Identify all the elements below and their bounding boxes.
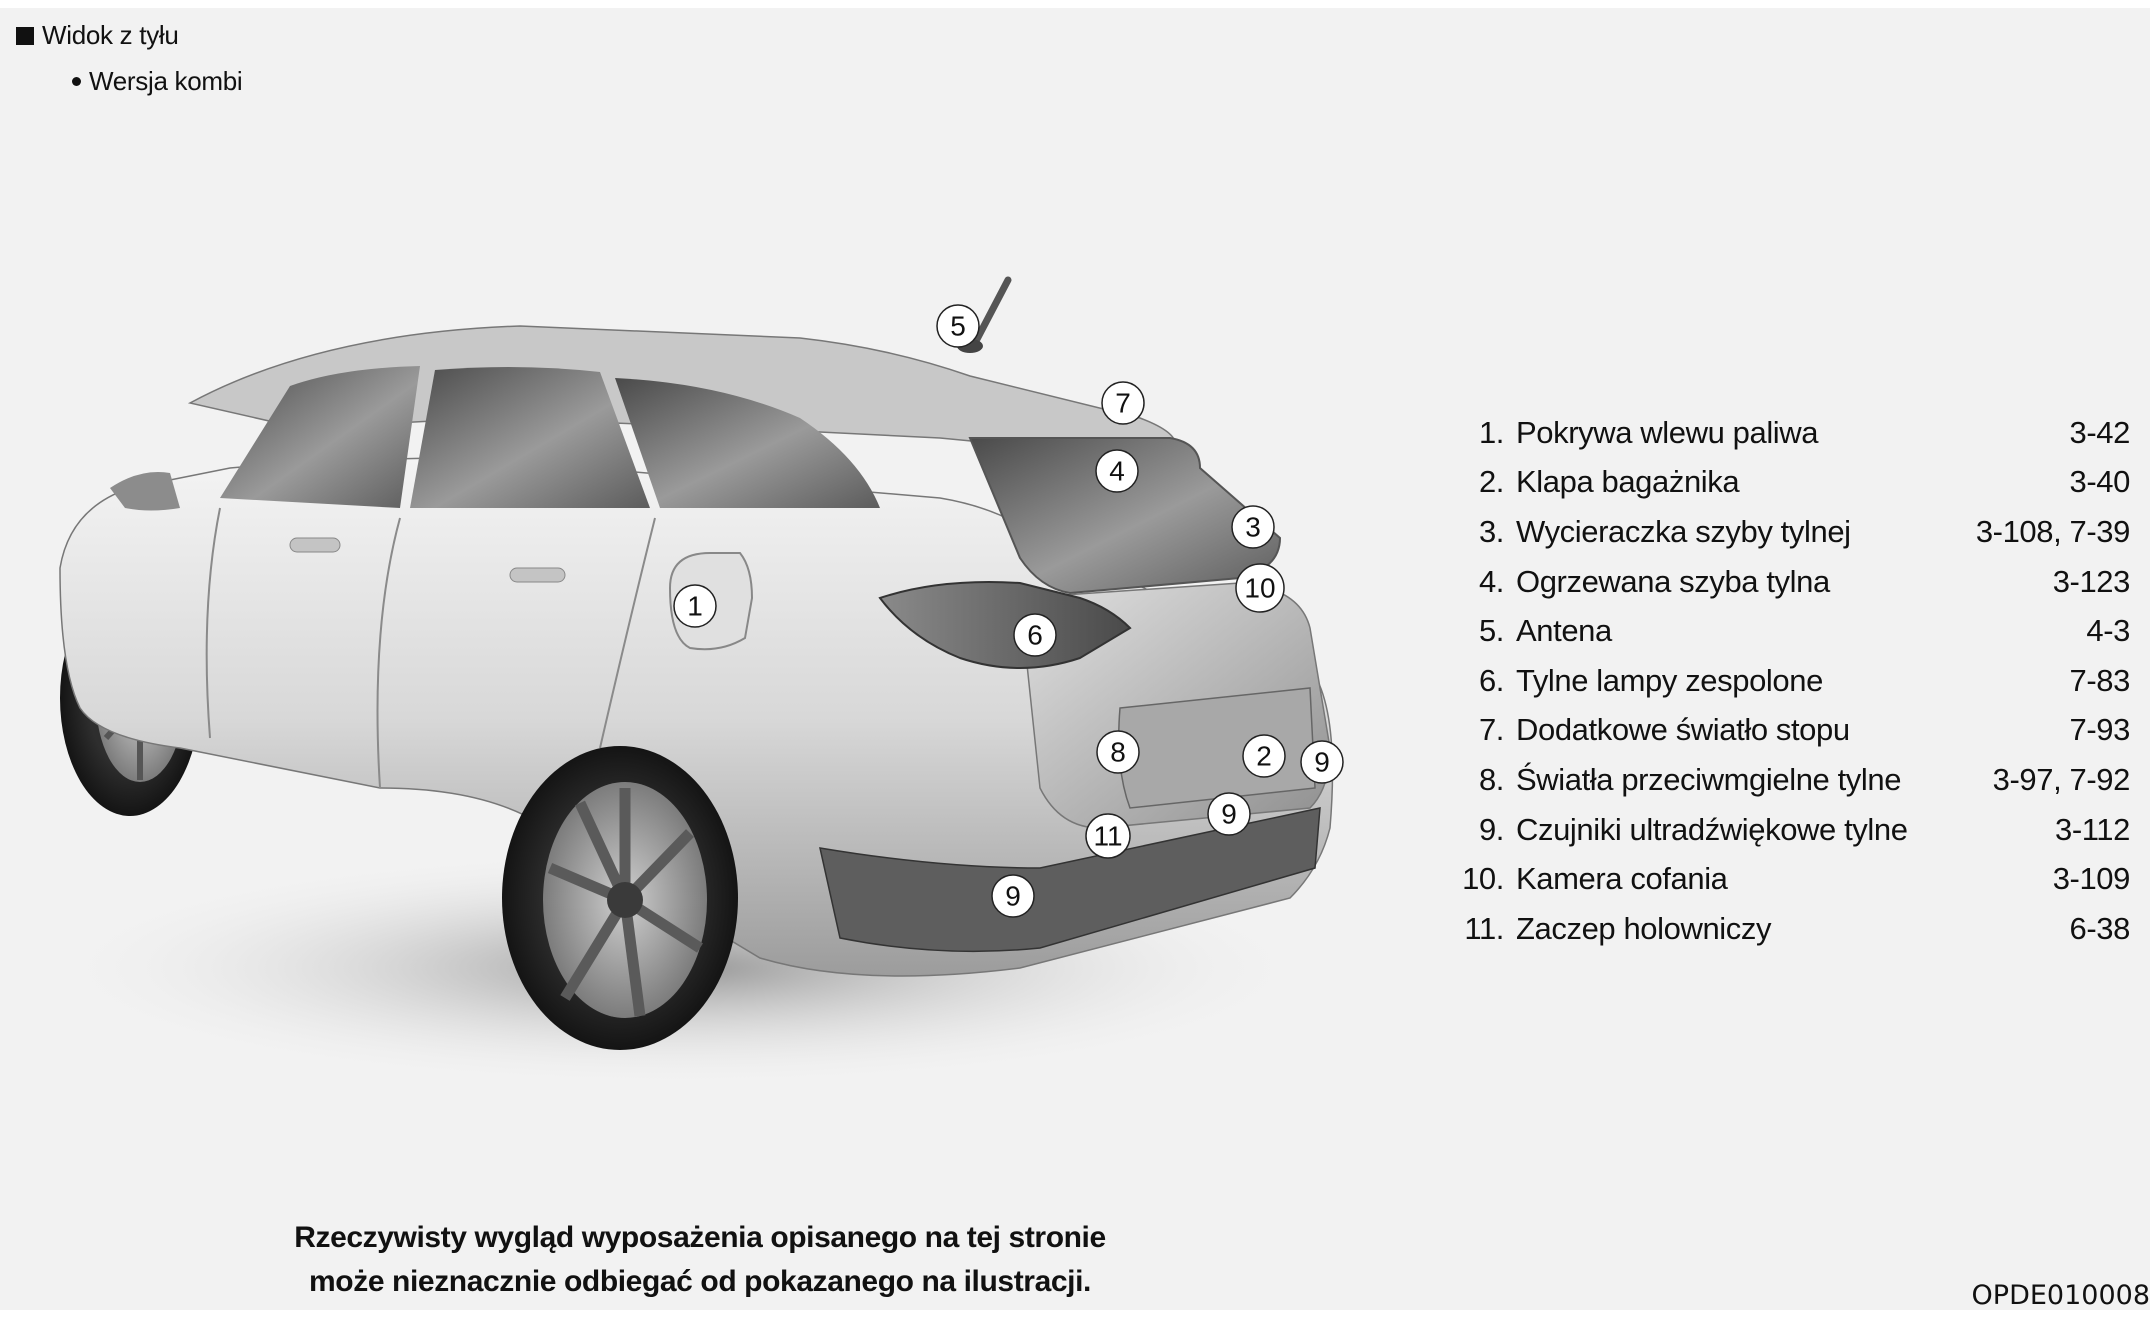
legend-label: Kamera cofania [1516, 861, 1728, 897]
callout-sensor-side [992, 875, 1034, 917]
svg-text:3: 3 [1245, 511, 1261, 543]
svg-text:6: 6 [1027, 619, 1043, 651]
rear-door-handle [290, 538, 340, 552]
callout-fuel-door [674, 585, 716, 627]
svg-text:5: 5 [950, 310, 966, 342]
legend-row [1450, 408, 2130, 458]
callout-rear-lamp [1014, 614, 1056, 656]
legend-row [1450, 557, 2130, 607]
subtitle [72, 66, 242, 97]
parts-legend [1450, 408, 2130, 954]
legend-row [1450, 706, 2130, 756]
legend-row [1450, 606, 2130, 656]
legend-number: 5. [1478, 613, 1504, 649]
round-bullet-icon [72, 77, 81, 86]
legend-page-ref: 3-123 [2052, 563, 2130, 599]
legend-label: Czujniki ultradźwiękowe tylne [1516, 811, 1908, 847]
legend-row [1450, 656, 2130, 706]
legend-label: Ogrzewana szyba tylna [1516, 563, 1830, 599]
legend-number: 9. [1478, 811, 1504, 847]
legend-row [1450, 854, 2130, 904]
legend-row [1450, 507, 2130, 557]
legend-page-ref: 3-40 [2069, 464, 2130, 500]
square-bullet-icon [16, 27, 34, 45]
legend-label: Dodatkowe światło stopu [1516, 712, 1850, 748]
legend-number: 3. [1478, 513, 1504, 549]
svg-text:8: 8 [1110, 736, 1126, 768]
legend-label: Światła przeciwmgielne tylne [1516, 761, 1902, 797]
callout-sensor-corner [1301, 741, 1343, 783]
callout-towing-hook [1086, 814, 1130, 858]
legend-label: Zaczep holowniczy [1516, 910, 1772, 946]
disclaimer-line-2: może nieznacznie odbiegać od pokazanego na ilustracji. [309, 1265, 1091, 1298]
disclaimer [240, 1216, 1160, 1304]
svg-text:10: 10 [1244, 572, 1276, 604]
figure-code: OPDE010008 [1971, 1280, 2150, 1311]
legend-page-ref: 3-42 [2069, 414, 2130, 450]
svg-text:9: 9 [1221, 798, 1237, 830]
front-door-handle [510, 568, 565, 582]
legend-page-ref: 7-83 [2069, 662, 2130, 698]
legend-row [1450, 755, 2130, 805]
legend-page-ref: 3-112 [2055, 811, 2130, 847]
svg-text:7: 7 [1115, 387, 1131, 419]
svg-text:9: 9 [1005, 880, 1021, 912]
section-title [16, 20, 179, 51]
svg-text:2: 2 [1256, 740, 1272, 772]
legend-number: 1. [1478, 414, 1504, 450]
legend-label: Wycieraczka szyby tylnej [1516, 513, 1851, 549]
legend-row [1450, 904, 2130, 954]
callout-heated-rear-window [1096, 450, 1138, 492]
legend-label: Pokrywa wlewu paliwa [1516, 414, 1819, 450]
legend-page-ref: 3-108, 7-39 [1975, 513, 2130, 549]
legend-page-ref: 3-97, 7-92 [1992, 761, 2130, 797]
legend-page-ref: 6-38 [2069, 910, 2130, 946]
callout-stop-light [1102, 382, 1144, 424]
legend-number: 11. [1464, 910, 1504, 946]
svg-text:9: 9 [1314, 746, 1330, 778]
rear-wheel [502, 746, 738, 1050]
callout-rear-fog-lights [1097, 731, 1139, 773]
legend-number: 10. [1462, 861, 1504, 897]
car-rear-illustration [40, 268, 1360, 1088]
callout-rear-wiper [1232, 506, 1274, 548]
legend-label: Tylne lampy zespolone [1516, 662, 1823, 698]
legend-number: 7. [1478, 712, 1504, 748]
legend-page-ref: 4-3 [2086, 613, 2130, 649]
legend-page-ref: 3-109 [2052, 861, 2130, 897]
callout-sensor-bumper [1208, 793, 1250, 835]
legend-number: 6. [1478, 662, 1504, 698]
legend-number: 4. [1478, 563, 1504, 599]
callout-tailgate [1243, 735, 1285, 777]
legend-label: Antena [1516, 613, 1612, 649]
legend-row [1450, 458, 2130, 508]
legend-label: Klapa bagażnika [1516, 464, 1740, 500]
legend-number: 8. [1478, 761, 1504, 797]
section-title-text: Widok z tyłu [42, 20, 179, 50]
legend-number: 2. [1478, 464, 1504, 500]
legend-row [1450, 805, 2130, 855]
callout-rear-camera [1236, 564, 1284, 612]
callout-antenna [937, 305, 979, 347]
license-plate-recess [1119, 688, 1315, 808]
manual-page [0, 8, 2150, 1310]
subtitle-text: Wersja kombi [89, 66, 243, 96]
svg-text:1: 1 [687, 590, 703, 622]
svg-text:4: 4 [1109, 455, 1125, 487]
svg-text:11: 11 [1093, 820, 1123, 852]
legend-page-ref: 7-93 [2069, 712, 2130, 748]
disclaimer-line-1: Rzeczywisty wygląd wyposażenia opisanego na tej stronie [294, 1221, 1106, 1254]
